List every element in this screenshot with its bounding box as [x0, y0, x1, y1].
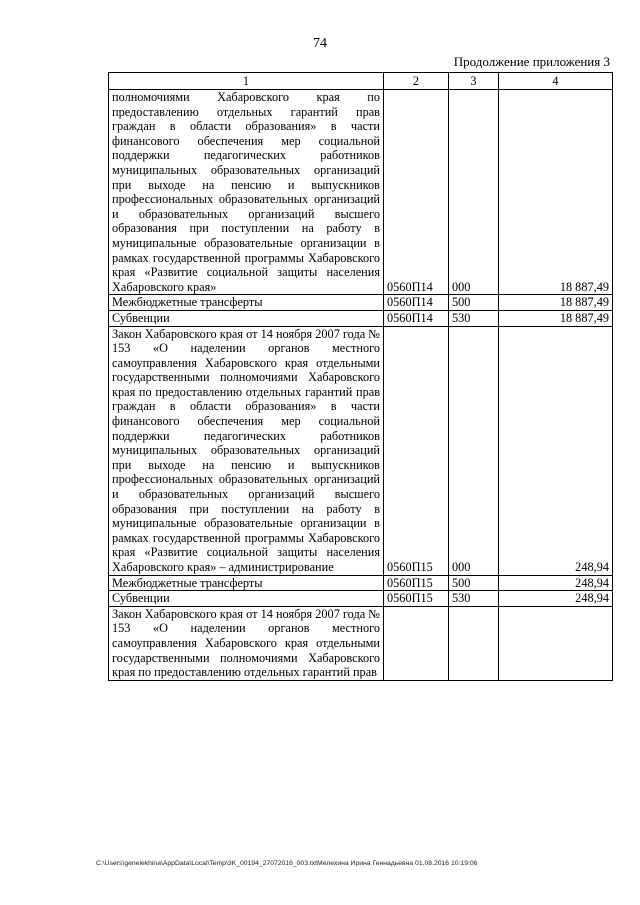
budget-table: [108, 72, 613, 681]
table-row: [109, 310, 613, 326]
row-amount: 18 887,49: [499, 295, 613, 311]
file-path-footer: C:\Users\genelekhina\AppData\Local\Temp\3K_00194_27072016_003.txtМелехина Ирина Геннадьевна 01.08.2016 10:19:06: [96, 860, 478, 867]
row-expense-type: 530: [449, 310, 499, 326]
row-description: Межбюджетные трансферты: [109, 575, 384, 591]
row-target-code: 0560П14: [384, 310, 449, 326]
row-expense-type: 000: [449, 90, 499, 295]
row-expense-type: 500: [449, 575, 499, 591]
row-description: Субвенции: [109, 591, 384, 607]
table-row: [109, 326, 613, 575]
row-description: Закон Хабаровского края от 14 ноября 2007 года № 153 «О наделении органов местного самоуправления Хабаровского края отдельными государственными полномочиями Хабаровского края по предоставлению отдельных гарантий прав граждан в области образования» в части финансового обеспечения мер социальной поддержки педагогических работников муниципальных образовательных организаций при выходе на пенсию и выпускников профессиональных образовательных организаций и образовательных организаций высшего образования при поступлении на работу в муниципальные образовательные организации в рамках государственной программы Хабаровского края «Развитие социальной защиты населения Хабаровского края» – администрирование: [109, 326, 384, 575]
column-header: 1: [109, 73, 384, 90]
continuation-note: Продолжение приложения 3: [453, 54, 610, 69]
table-row: [109, 295, 613, 311]
row-target-code: 0560П15: [384, 326, 449, 575]
row-amount: 18 887,49: [499, 310, 613, 326]
row-description: Субвенции: [109, 310, 384, 326]
table-row: [109, 606, 613, 680]
row-target-code: 0560П14: [384, 295, 449, 311]
page-number: 74: [313, 36, 327, 51]
row-description: полномочиями Хабаровского края по предоставлению отдельных гарантий прав граждан в области образования» в части финансового обеспечения мер социальной поддержки педагогических работников муниципальных образовательных организаций при выходе на пенсию и выпускников профессиональных образовательных организаций и образовательных организаций высшего образования при поступлении на работу в муниципальные образовательные организации в рамках государственной программы Хабаровского края «Развитие социальной защиты населения Хабаровского края»: [109, 90, 384, 295]
row-target-code: [384, 606, 449, 680]
row-amount: 248,94: [499, 326, 613, 575]
row-description: Закон Хабаровского края от 14 ноября 2007 года № 153 «О наделении органов местного самоуправления Хабаровского края отдельными государственными полномочиями Хабаровского края по предоставлению отдельных гарантий прав: [109, 606, 384, 680]
row-target-code: 0560П15: [384, 575, 449, 591]
row-amount: 18 887,49: [499, 90, 613, 295]
table-row: [109, 591, 613, 607]
column-header: 4: [499, 73, 613, 90]
row-expense-type: 000: [449, 326, 499, 575]
row-expense-type: [449, 606, 499, 680]
row-amount: 248,94: [499, 591, 613, 607]
table-row: [109, 90, 613, 295]
row-expense-type: 530: [449, 591, 499, 607]
column-header: 2: [384, 73, 449, 90]
table-header-row: [109, 73, 613, 90]
column-header: 3: [449, 73, 499, 90]
row-description: Межбюджетные трансферты: [109, 295, 384, 311]
table-row: [109, 575, 613, 591]
row-target-code: 0560П14: [384, 90, 449, 295]
row-target-code: 0560П15: [384, 591, 449, 607]
row-expense-type: 500: [449, 295, 499, 311]
row-amount: 248,94: [499, 575, 613, 591]
row-amount: [499, 606, 613, 680]
